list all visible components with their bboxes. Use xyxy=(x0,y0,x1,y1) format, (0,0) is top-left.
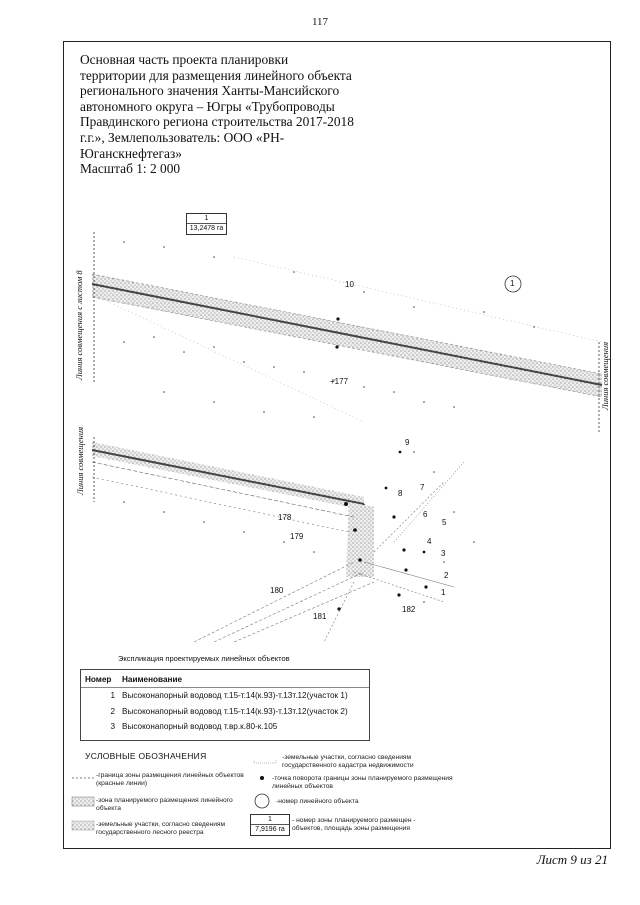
parcel-number: 1 xyxy=(187,214,226,224)
row-number: 1 xyxy=(110,691,115,700)
scale-label: Масштаб 1: 2 000 xyxy=(80,161,181,177)
legend-forest-symbol xyxy=(72,821,94,830)
point-label-178: 178 xyxy=(278,513,292,522)
sheet-number: Лист 9 из 21 xyxy=(536,852,608,867)
parcel-area: 13,2478 га xyxy=(189,225,224,232)
point-label-10: 10 xyxy=(345,280,354,289)
title-line-3: регионального значения Ханты-Мансийского xyxy=(80,83,340,99)
side-label-right: Линия совмещения xyxy=(600,341,610,410)
point-label-177: +177 xyxy=(330,377,349,386)
point-label-9: 9 xyxy=(405,438,410,447)
legend-cadastre-symbol xyxy=(254,760,276,763)
title-line-4: автономного округа – Югры «Трубопроводы xyxy=(80,98,335,114)
title-line-2: территории для размещения линейного объекта xyxy=(80,67,352,83)
legend-zone-number-box xyxy=(250,814,290,836)
legend-zone-box-area: 7,9196 га xyxy=(255,826,285,833)
point-label-2: 2 xyxy=(444,571,449,580)
point-label-180: 180 xyxy=(270,586,284,595)
point-label-179: 179 xyxy=(290,532,304,541)
point-label-5: 5 xyxy=(442,518,447,527)
explication-header-name: Наименование xyxy=(122,675,183,684)
row-name: Высоконапорный водовод т.15-т.14(к.93)-т.13т.12(участок 1) xyxy=(122,691,348,700)
point-label-182: 182 xyxy=(402,605,416,614)
point-label-7: 7 xyxy=(420,483,425,492)
explication-row xyxy=(81,722,369,736)
row-number: 3 xyxy=(110,722,115,731)
pipeline-corridor-lower xyxy=(92,442,374,577)
title-line-6: г.г.», Землепользователь: ООО «РН- xyxy=(80,129,285,145)
map-drawing xyxy=(64,42,610,642)
explication-row xyxy=(81,691,369,705)
title-line-1: Основная часть проекта планировки xyxy=(80,52,289,67)
legend-turn-point-symbol xyxy=(260,776,264,780)
legend-zone-symbol xyxy=(72,797,94,806)
point-label-8: 8 xyxy=(398,489,403,498)
legend-object-number-text: -номер линейного объекта xyxy=(276,798,359,805)
explication-table xyxy=(80,669,370,741)
point-label-6: 6 xyxy=(423,510,428,519)
side-label-left-top: Линия совмещения с листом 8 xyxy=(74,270,84,380)
title-line-7: Юганскнефтегаз» xyxy=(80,145,182,161)
side-label-left-bottom: Линия совмещения xyxy=(75,426,85,495)
legend-title: УСЛОВНЫЕ ОБОЗНАЧЕНИЯ xyxy=(85,751,207,761)
legend-cadastre-text: -земельные участки, согласно сведениям государственного кадастра недвижимости xyxy=(282,754,414,769)
row-number: 2 xyxy=(110,707,115,716)
legend-turn-point-text: -точка поворота границы зоны планируемого размещения линейных объектов xyxy=(272,775,453,790)
explication-caption: Экспликация проектируемых линейных объектов xyxy=(118,654,290,663)
legend-red-line-text: -граница зоны размещения линейных объектов (красные линии) xyxy=(96,772,244,787)
page-number: 117 xyxy=(311,16,329,28)
explication-row xyxy=(81,707,369,721)
point-label-4: 4 xyxy=(427,537,432,546)
legend-zone-box-number: 1 xyxy=(251,815,289,825)
legend-zone-text: -зона планируемого размещения линейного объекта xyxy=(96,797,233,812)
row-name: Высоконапорный водовод т.15-т.14(к.93)-т.13т.12(участок 2) xyxy=(122,707,348,716)
parcel-area-box xyxy=(186,213,227,235)
legend-forest-text: -земельные участки, согласно сведениям государственного лесного реестра xyxy=(96,821,226,836)
point-label-3: 3 xyxy=(441,549,446,558)
explication-header-divider xyxy=(81,687,369,688)
point-label-1: 1 xyxy=(441,588,446,597)
explication-header-number: Номер xyxy=(85,675,112,684)
legend-zone-number-text: - номер зоны планируемого размещен - объектов, площадь зоны размещения xyxy=(292,817,416,832)
object-number-circle-label: 1 xyxy=(510,279,515,288)
title-line-5: Правдинского региона строительства 2017-2018 xyxy=(80,114,354,130)
legend-object-number-symbol xyxy=(255,794,269,808)
point-label-181: 181 xyxy=(313,612,327,621)
row-name: Высоконапорный водовод т.вр.к.80-к.105 xyxy=(122,722,278,731)
